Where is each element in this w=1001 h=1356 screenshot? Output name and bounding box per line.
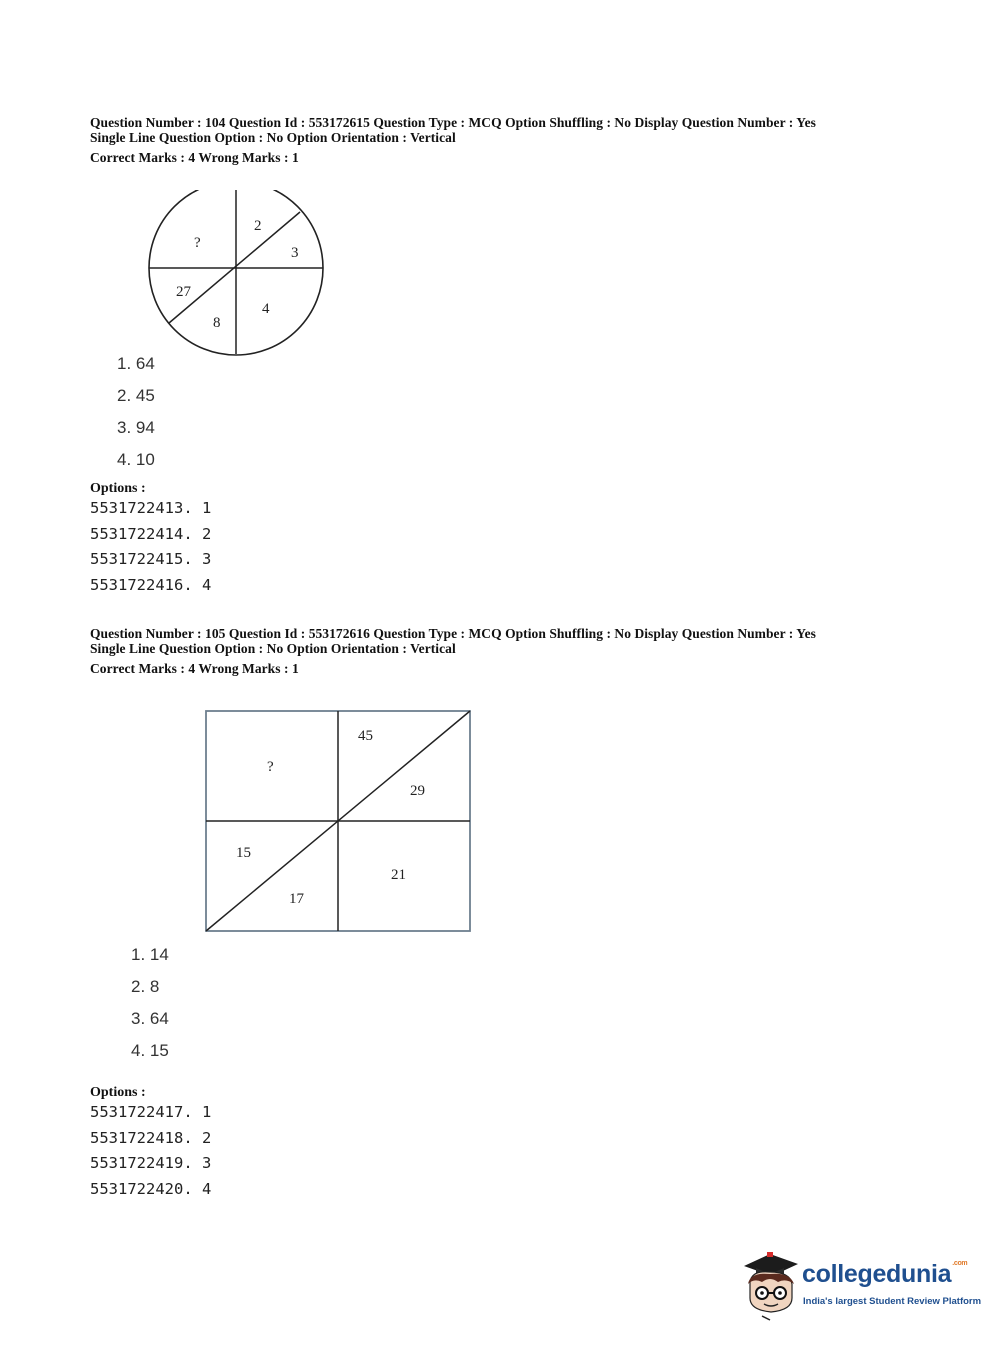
collegedunia-logo (740, 1250, 980, 1322)
brand-name (802, 1260, 967, 1289)
option-id: 5531722415. 3 (90, 550, 212, 568)
question-meta: Question Number : 104 Question Id : 553172615 Question Type : MCQ Option Shuffling : No Display Question Number : Yes (90, 115, 816, 130)
circle-puzzle-figure (145, 190, 329, 358)
option-id: 5531722419. 3 (90, 1154, 212, 1172)
marks-info: Correct Marks : 4 Wrong Marks : 1 (90, 661, 299, 676)
choice-4[interactable]: 4. 10 (117, 450, 155, 469)
question-meta: Question Number : 105 Question Id : 553172616 Question Type : MCQ Option Shuffling : No Display Question Number : Yes (90, 626, 816, 641)
choice-3[interactable]: 3. 64 (131, 1009, 169, 1028)
unknown-cell: ? (267, 759, 274, 775)
question-105-header (90, 626, 816, 676)
cell-value: 27 (176, 284, 191, 300)
cell-value: 2 (254, 218, 262, 234)
option-id-list (90, 1100, 211, 1202)
option-id: 5531722417. 1 (90, 1103, 212, 1121)
cell-value: 45 (358, 728, 373, 744)
option-id: 5531722418. 2 (90, 1128, 212, 1147)
answer-choices (117, 348, 155, 476)
choice-1[interactable]: 1. 14 (131, 945, 169, 964)
cell-value: 29 (410, 783, 425, 799)
question-option-meta: Single Line Question Option : No Option Orientation : Vertical (90, 641, 456, 656)
choice-2[interactable]: 2. 45 (117, 386, 155, 405)
option-id: 5531722414. 2 (90, 524, 212, 543)
option-id-list (90, 496, 211, 598)
mascot-icon (740, 1250, 802, 1322)
options-title: Options : (90, 481, 146, 496)
question-option-meta: Single Line Question Option : No Option Orientation : Vertical (90, 130, 456, 145)
brand-suffix: .com (952, 1260, 968, 1267)
rectangle-puzzle-figure (203, 708, 473, 934)
cell-value: 4 (262, 301, 270, 317)
answer-choices (131, 939, 169, 1067)
option-id: 5531722420. 4 (90, 1179, 212, 1198)
choice-1[interactable]: 1. 64 (117, 354, 155, 373)
option-id: 5531722413. 1 (90, 499, 212, 517)
choice-4[interactable]: 4. 15 (131, 1041, 169, 1060)
cell-value: 15 (236, 845, 251, 861)
cell-value: 17 (289, 891, 304, 907)
option-id: 5531722416. 4 (90, 575, 212, 594)
question-104-header (90, 115, 816, 165)
options-title: Options : (90, 1085, 146, 1100)
brand-tagline: India's largest Student Review Platform (803, 1296, 982, 1307)
cell-value: 21 (391, 867, 406, 883)
unknown-cell: ? (194, 235, 201, 251)
cell-value: 8 (213, 315, 221, 331)
marks-info: Correct Marks : 4 Wrong Marks : 1 (90, 150, 299, 165)
choice-3[interactable]: 3. 94 (117, 418, 155, 437)
choice-2[interactable]: 2. 8 (131, 977, 160, 996)
cell-value: 3 (291, 245, 299, 261)
brand-wordmark: collegedunia (802, 1260, 952, 1288)
